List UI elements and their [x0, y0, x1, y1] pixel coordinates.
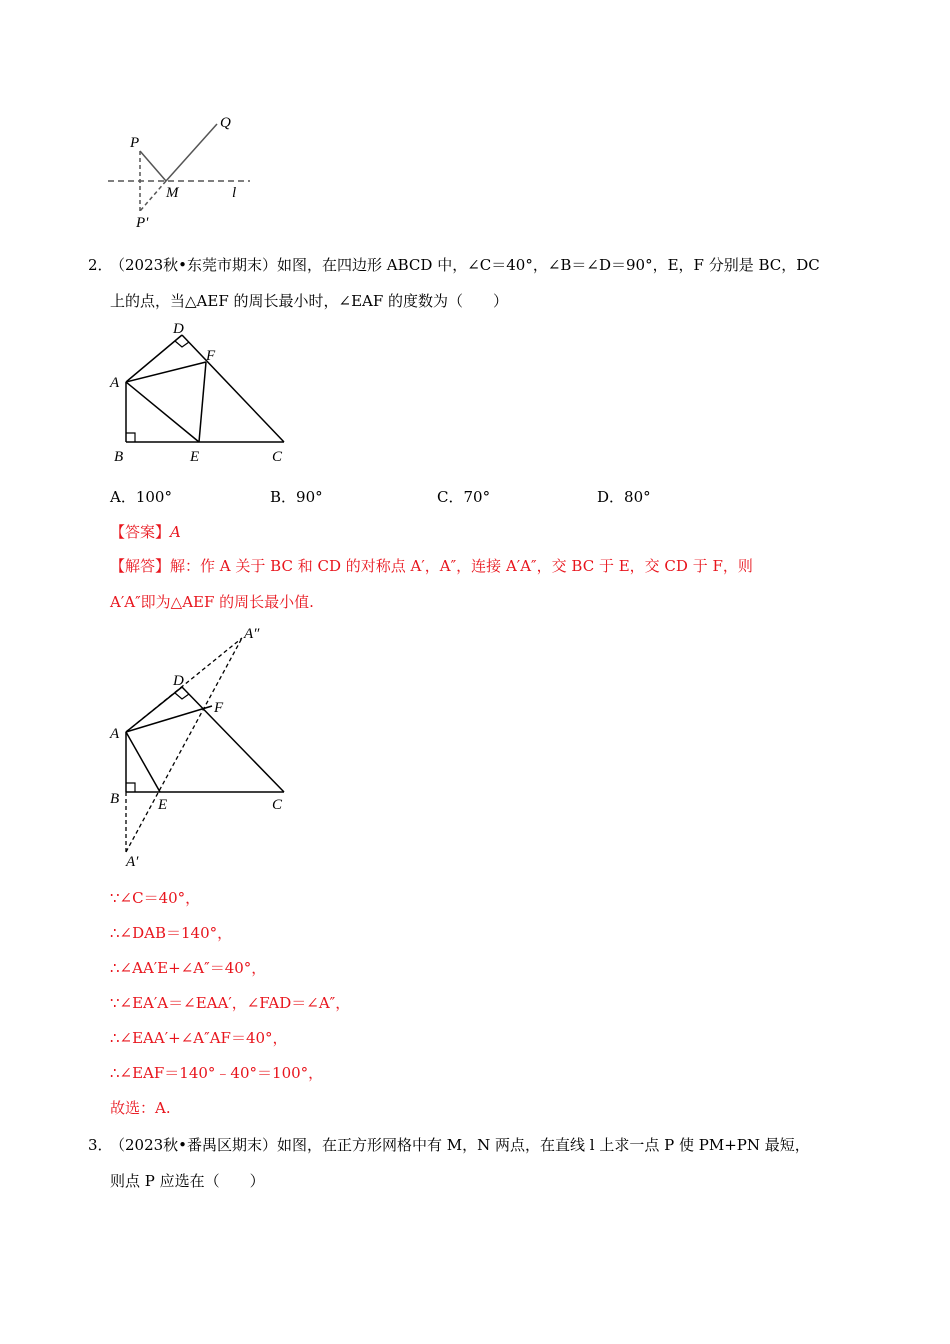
question-2-number: 2．	[88, 256, 113, 274]
figure-3-solution-diagram	[100, 620, 300, 875]
label-b: B	[110, 791, 120, 807]
dashed-a1-a2	[126, 638, 242, 852]
right-angle-mark-b	[126, 433, 135, 442]
solution-conclusion: 故选：A.	[110, 1099, 171, 1117]
dashed-a-a2	[126, 638, 242, 732]
label-a1: A′	[126, 854, 139, 870]
figure-2-quadrilateral	[100, 315, 300, 470]
figure-1-reflection-diagram	[100, 105, 270, 235]
label-p-prime: P'	[136, 215, 149, 231]
segment-a-e	[126, 382, 199, 442]
answer-line: 【答案】A	[110, 523, 181, 541]
label-b: B	[114, 449, 124, 465]
label-a2: A″	[244, 626, 260, 642]
option-d: D．80°	[597, 488, 651, 506]
label-c: C	[272, 797, 283, 813]
solution-step-5: ∴∠EAA′+∠A″AF＝40°，	[110, 1029, 288, 1047]
solution-step-2: ∴∠DAB＝140°，	[110, 924, 233, 942]
segment-m-pprime	[140, 181, 166, 211]
solution-step-1: ∵∠C＝40°，	[110, 889, 201, 907]
label-f: F	[214, 700, 224, 716]
question-3-line-2: 则点 P 应选在（ ）	[110, 1172, 265, 1190]
analysis-line-2: A′A″即为△AEF 的周长最小值.	[110, 593, 314, 611]
solution-step-6: ∴∠EAF＝140°﹣40°＝100°，	[110, 1064, 324, 1082]
segment-a-f	[126, 706, 212, 732]
label-q: Q	[220, 115, 231, 131]
label-c: C	[272, 449, 283, 465]
question-2-line-1: （2023秋•东莞市期末）如图，在四边形 ABCD 中，∠C＝40°，∠B＝∠D＝90°，E，F 分别是 BC，DC	[110, 256, 820, 274]
solution-step-3: ∴∠AA′E+∠A″＝40°，	[110, 959, 267, 977]
option-a: A．100°	[110, 488, 172, 506]
edge-d-c	[182, 687, 284, 792]
solution-step-4: ∵∠EA′A＝∠EAA′，∠FAD＝∠A″，	[110, 994, 351, 1012]
segment-m-q	[166, 124, 217, 181]
right-angle-mark-d	[175, 693, 189, 699]
label-e: E	[190, 449, 200, 465]
label-a: A	[110, 726, 120, 742]
option-b: B．90°	[270, 488, 323, 506]
segment-p-m	[140, 151, 166, 181]
label-d: D	[173, 321, 184, 337]
question-3-number: 3．	[88, 1136, 113, 1154]
label-f: F	[206, 348, 216, 364]
question-3-line-1: （2023秋•番禺区期末）如图，在正方形网格中有 M，N 两点，在直线 l 上求一点 P 使 PM+PN 最短，	[110, 1136, 810, 1154]
edge-d-c	[182, 335, 284, 442]
label-p: P	[130, 135, 140, 151]
label-l: l	[232, 185, 237, 201]
analysis-line-1: 【解答】解：作 A 关于 BC 和 CD 的对称点 A′，A″，连接 A′A″，交 BC 于 E，交 CD 于 F，则	[110, 557, 753, 575]
question-2-line-2: 上的点，当△AEF 的周长最小时，∠EAF 的度数为（ ）	[110, 292, 509, 310]
label-e: E	[158, 797, 168, 813]
right-angle-mark-b	[126, 783, 135, 792]
label-d: D	[173, 673, 184, 689]
label-a: A	[110, 375, 120, 391]
label-m: M	[166, 185, 179, 201]
right-angle-mark-d	[175, 341, 189, 347]
segment-e-f	[199, 362, 206, 442]
option-c: C．70°	[437, 488, 491, 506]
